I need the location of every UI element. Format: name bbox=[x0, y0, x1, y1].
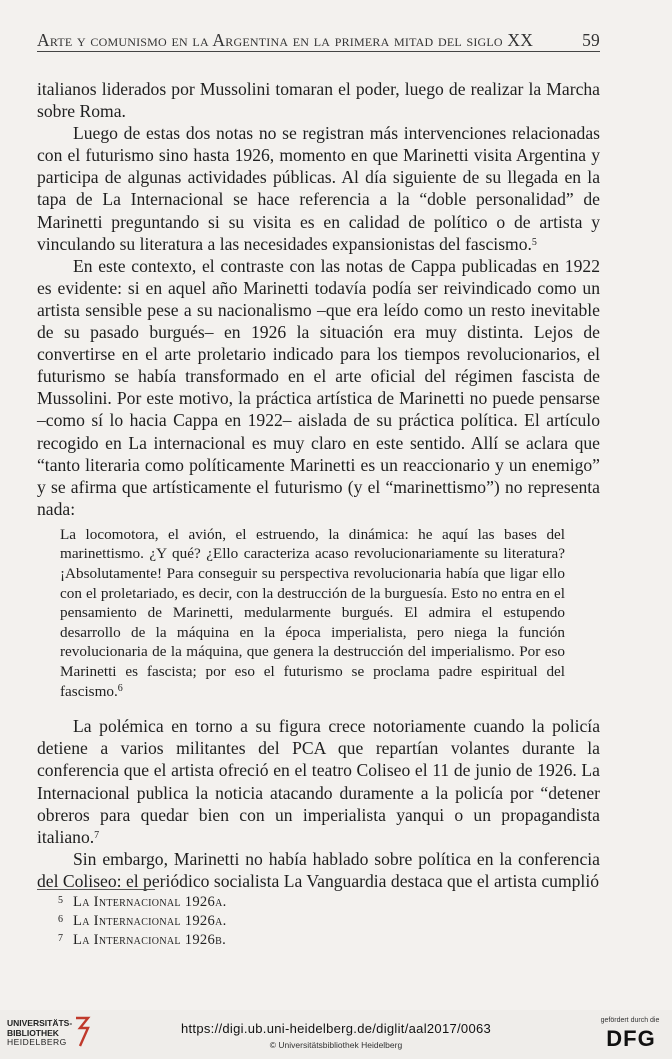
paragraph-5: Sin embargo, Marinetti no había hablado sobre política en la conferencia del Coliseo: el periódico socialista La Vanguardia destaca que el artista cumplió bbox=[37, 848, 600, 891]
funding-note: gefördert durch die bbox=[600, 1017, 660, 1024]
library-logo[interactable]: UNIVERSITÄTS- BIBLIOTHEK HEIDELBERG bbox=[7, 1018, 73, 1047]
footnotes bbox=[58, 893, 227, 950]
paragraph-1: italianos liderados por Mussolini tomaran el poder, luego de realizar la Marcha sobre Roma. bbox=[37, 79, 600, 122]
copyright-notice: © Universitätsbibliothek Heidelberg bbox=[269, 1040, 403, 1050]
footnote-item: 5 La Internacional 1926a. bbox=[58, 894, 227, 910]
footnote-item: 7 La Internacional 1926b. bbox=[58, 932, 227, 948]
footnote-rule bbox=[37, 889, 155, 890]
note-ref-7[interactable]: 7 bbox=[94, 829, 100, 841]
running-header bbox=[37, 30, 600, 51]
note-ref-6[interactable]: 6 bbox=[117, 682, 123, 694]
footnote-item: 6 La Internacional 1926a. bbox=[58, 913, 227, 929]
paragraph-2: Luego de estas dos notas no se registran más intervenciones relacionadas con el futurismo sino hasta 1926, momento en que Marinetti visita Argentina y participa de algunas actividades públicas. Al día siguiente de su llegada en la tapa de La Internacional se hace referencia a la “doble personalidad” de Marinetti preguntando si su visita es en calidad de político o de artista y vinculando su literatura a las necesidades expansionistas del fascismo.$^5$ bbox=[37, 123, 600, 254]
dfg-logo[interactable]: DFG bbox=[606, 1026, 656, 1051]
body-text bbox=[37, 78, 600, 892]
page-number: 59 bbox=[582, 30, 600, 50]
header-rule bbox=[37, 51, 600, 52]
running-title: Arte y comunismo en la Argentina en la primera mitad del siglo XX bbox=[37, 30, 534, 50]
note-ref-5[interactable]: 5 bbox=[531, 236, 537, 248]
permalink-url[interactable]: https://digi.ub.uni-heidelberg.de/diglit/aal2017/0063 bbox=[180, 1021, 492, 1036]
paragraph-3: En este contexto, el contraste con las notas de Cappa publicadas en 1922 es evidente: si en aquel año Marinetti todavía podía ser reivindicado como un artista sensible pese a su nacionalismo –que era leído como un resto inevitable de su pasado burgués– en 1926 la situación era muy distinta. Lejos de convertirse en el arte proletario indicado para los tiempos revolucionarios, el futurismo se había transformado en el arte oficial del régimen fascista de Mussolini. Por este motivo, la práctica artística de Marinetti no puede pensarse –como sí lo hacia Cappa en 1922– aislada de su práctica política. El artículo recogido en La internacional es muy claro en este sentido. Allí se aclara que “tanto literaria como políticamente Marinetti es un reaccionario y un enemigo” y se afirma que artísticamente el futurismo (y el “marinettismo”) no representa nada: bbox=[37, 255, 600, 519]
paragraph-4: La polémica en torno a su figura crece notoriamente cuando la policía detiene a varios militantes del PCA que repartían volantes durante la conferencia que el artista ofreció en el teatro Coliseo el 11 de junio de 1926. La Internacional publica la noticia atacando duramente a la policía por “detener obreros para quedar bien con un imperialista yanqui o un propagandista italiano.$^7$ bbox=[37, 716, 600, 847]
block-quote: La locomotora, el avión, el estruendo, la dinámica: he aquí las bases del marinettismo. ¿Y qué? ¿Ello caracteriza acaso revolucionariamente su literatura? ¡Absolutamente! Para conseguir su perspectiva revolucionaria había que ligar ello con el proletariado, es decir, con la destrucción de la burguesía. Esto no entra en el pensamiento de Marinetti, medularmente burgués. El admira el estupendo desarrollo de la máquina en la época imperialista, pero niega la función revolucionaria de la máquina, que genera la destrucción del imperialismo. Por eso Marinetti es fascista; por eso el futurismo se proclama padre espiritual del fascismo.$^6$ bbox=[60, 525, 565, 700]
